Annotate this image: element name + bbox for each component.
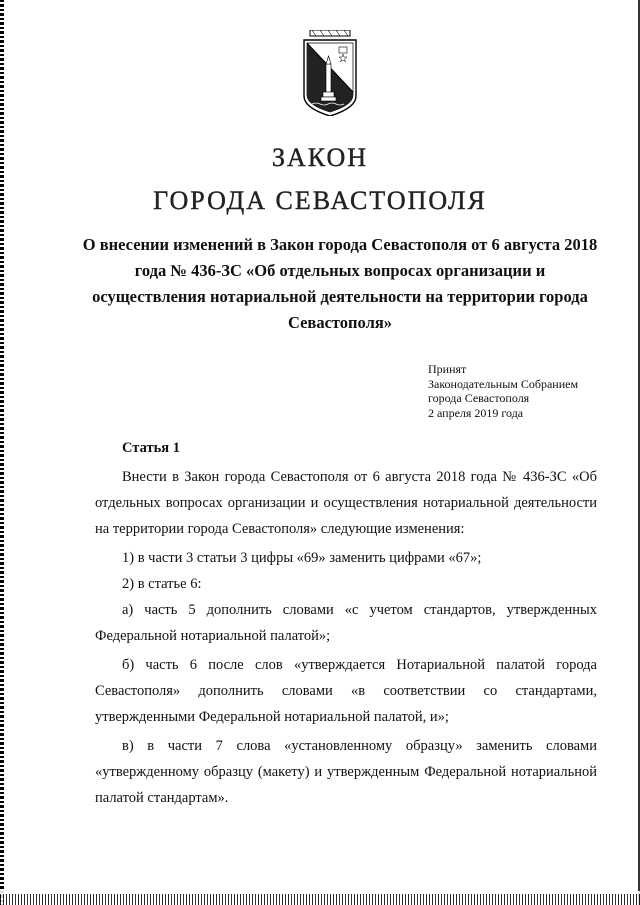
adopted-by: Законодательным Собранием xyxy=(428,376,579,391)
paragraph-item-b: б) часть 6 после слов «утверждается Нотариальной палатой города Севастополя» дополнить словами «в соответствии со стандартами, утвержденными Федеральной нотариальной палатой, и»; xyxy=(95,657,597,725)
law-subject: О внесении изменений в Закон города Севастополя от 6 августа 2018 года № 436-ЗС «Об отдельных вопросах организации и осуществления нотариальной деятельности на территории города Севастополя» xyxy=(82,235,598,332)
adopted-line: Принят xyxy=(428,362,467,376)
adopted-city: города Севастополя xyxy=(428,391,530,405)
sevastopol-coat-of-arms-icon xyxy=(294,30,366,116)
paragraph-item-v: в) в части 7 слова «установленному образцу» заменить словами «утвержденному образцу (макету) и утвержденным Федеральной нотариальной палатой стандартам». xyxy=(95,738,597,806)
paragraph-item-1: 1) в части 3 статьи 3 цифры «69» заменить цифрами «67»; xyxy=(122,550,482,566)
paragraph-intro: Внести в Закон города Севастополя от 6 августа 2018 года № 436-ЗС «Об отдельных вопросах организации и осуществления нотариальной деятельности на территории города Севастополя» следующие изменения: xyxy=(95,469,597,537)
law-city-title: ГОРОДА СЕВАСТОПОЛЯ xyxy=(153,186,487,215)
scan-bottom-edge xyxy=(0,891,640,905)
adopted-date: 2 апреля 2019 года xyxy=(428,405,524,420)
adoption-block xyxy=(428,362,578,420)
law-title: ЗАКОН xyxy=(271,143,369,172)
scan-left-edge xyxy=(0,0,4,905)
paragraph-item-2: 2) в статье 6: xyxy=(122,576,202,592)
article-heading: Статья 1 xyxy=(122,440,180,456)
paragraph-item-a: а) часть 5 дополнить словами «с учетом стандартов, утвержденных Федеральной нотариальной палатой»; xyxy=(95,602,597,644)
